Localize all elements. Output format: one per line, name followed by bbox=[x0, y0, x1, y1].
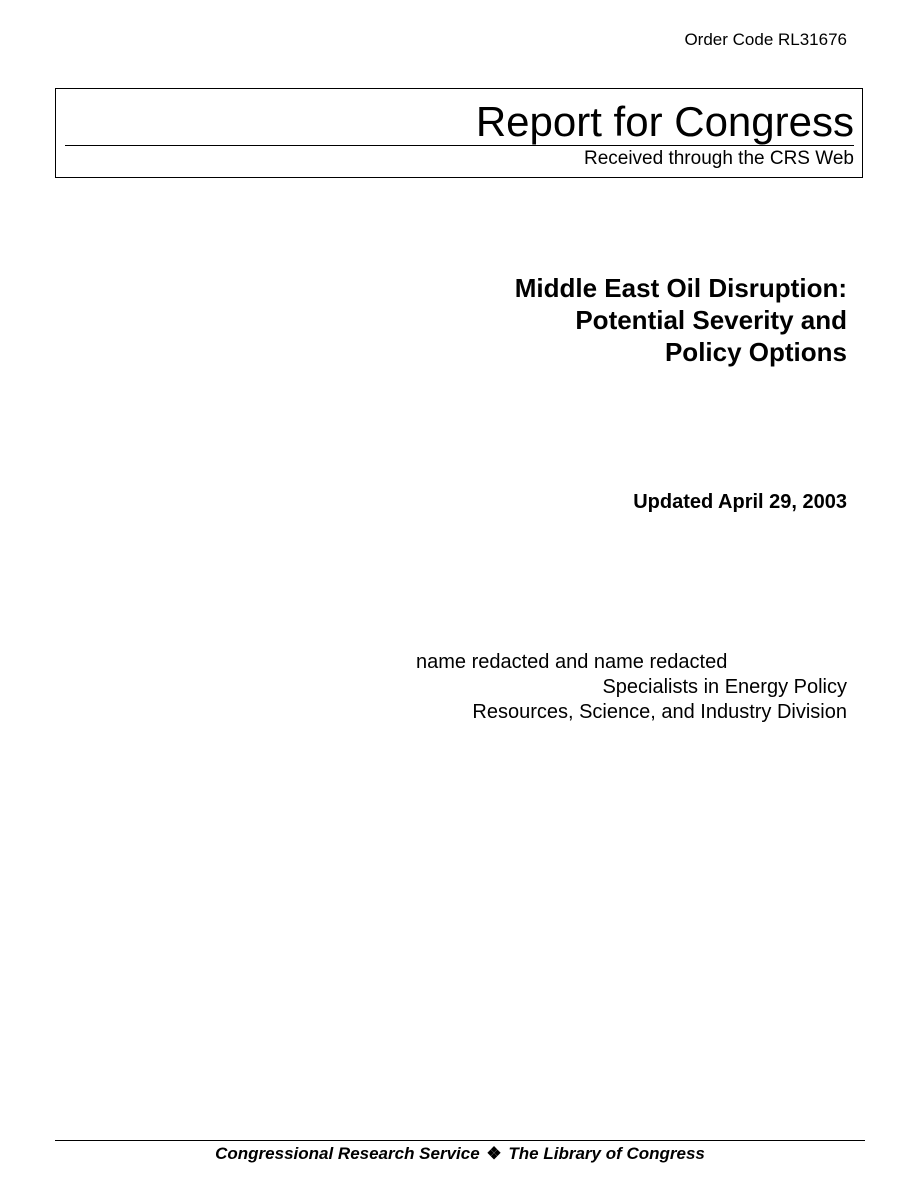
author-names: name redacted and name redacted bbox=[416, 651, 728, 673]
report-subtitle: Received through the CRS Web bbox=[583, 148, 854, 169]
four-diamond-icon: ❖ bbox=[486, 1144, 502, 1163]
footer bbox=[55, 1143, 865, 1165]
updated-date: Updated April 29, 2003 bbox=[633, 491, 847, 513]
order-code: Order Code RL31676 bbox=[684, 30, 847, 49]
author-division: Resources, Science, and Industry Division bbox=[472, 701, 847, 723]
document-title bbox=[515, 272, 847, 368]
report-title: Report for Congress bbox=[475, 98, 854, 145]
document-title-line: Middle East Oil Disruption: bbox=[514, 273, 847, 303]
document-title-line: Potential Severity and bbox=[575, 305, 847, 335]
author-block bbox=[407, 650, 847, 725]
author-role: Specialists in Energy Policy bbox=[602, 676, 847, 698]
footer-divider bbox=[55, 1140, 865, 1141]
report-header-box bbox=[55, 88, 863, 178]
header-divider bbox=[65, 145, 854, 146]
document-title-line: Policy Options bbox=[664, 337, 847, 367]
footer-crs: Congressional Research Service bbox=[215, 1144, 480, 1163]
footer-loc: The Library of Congress bbox=[508, 1144, 705, 1163]
